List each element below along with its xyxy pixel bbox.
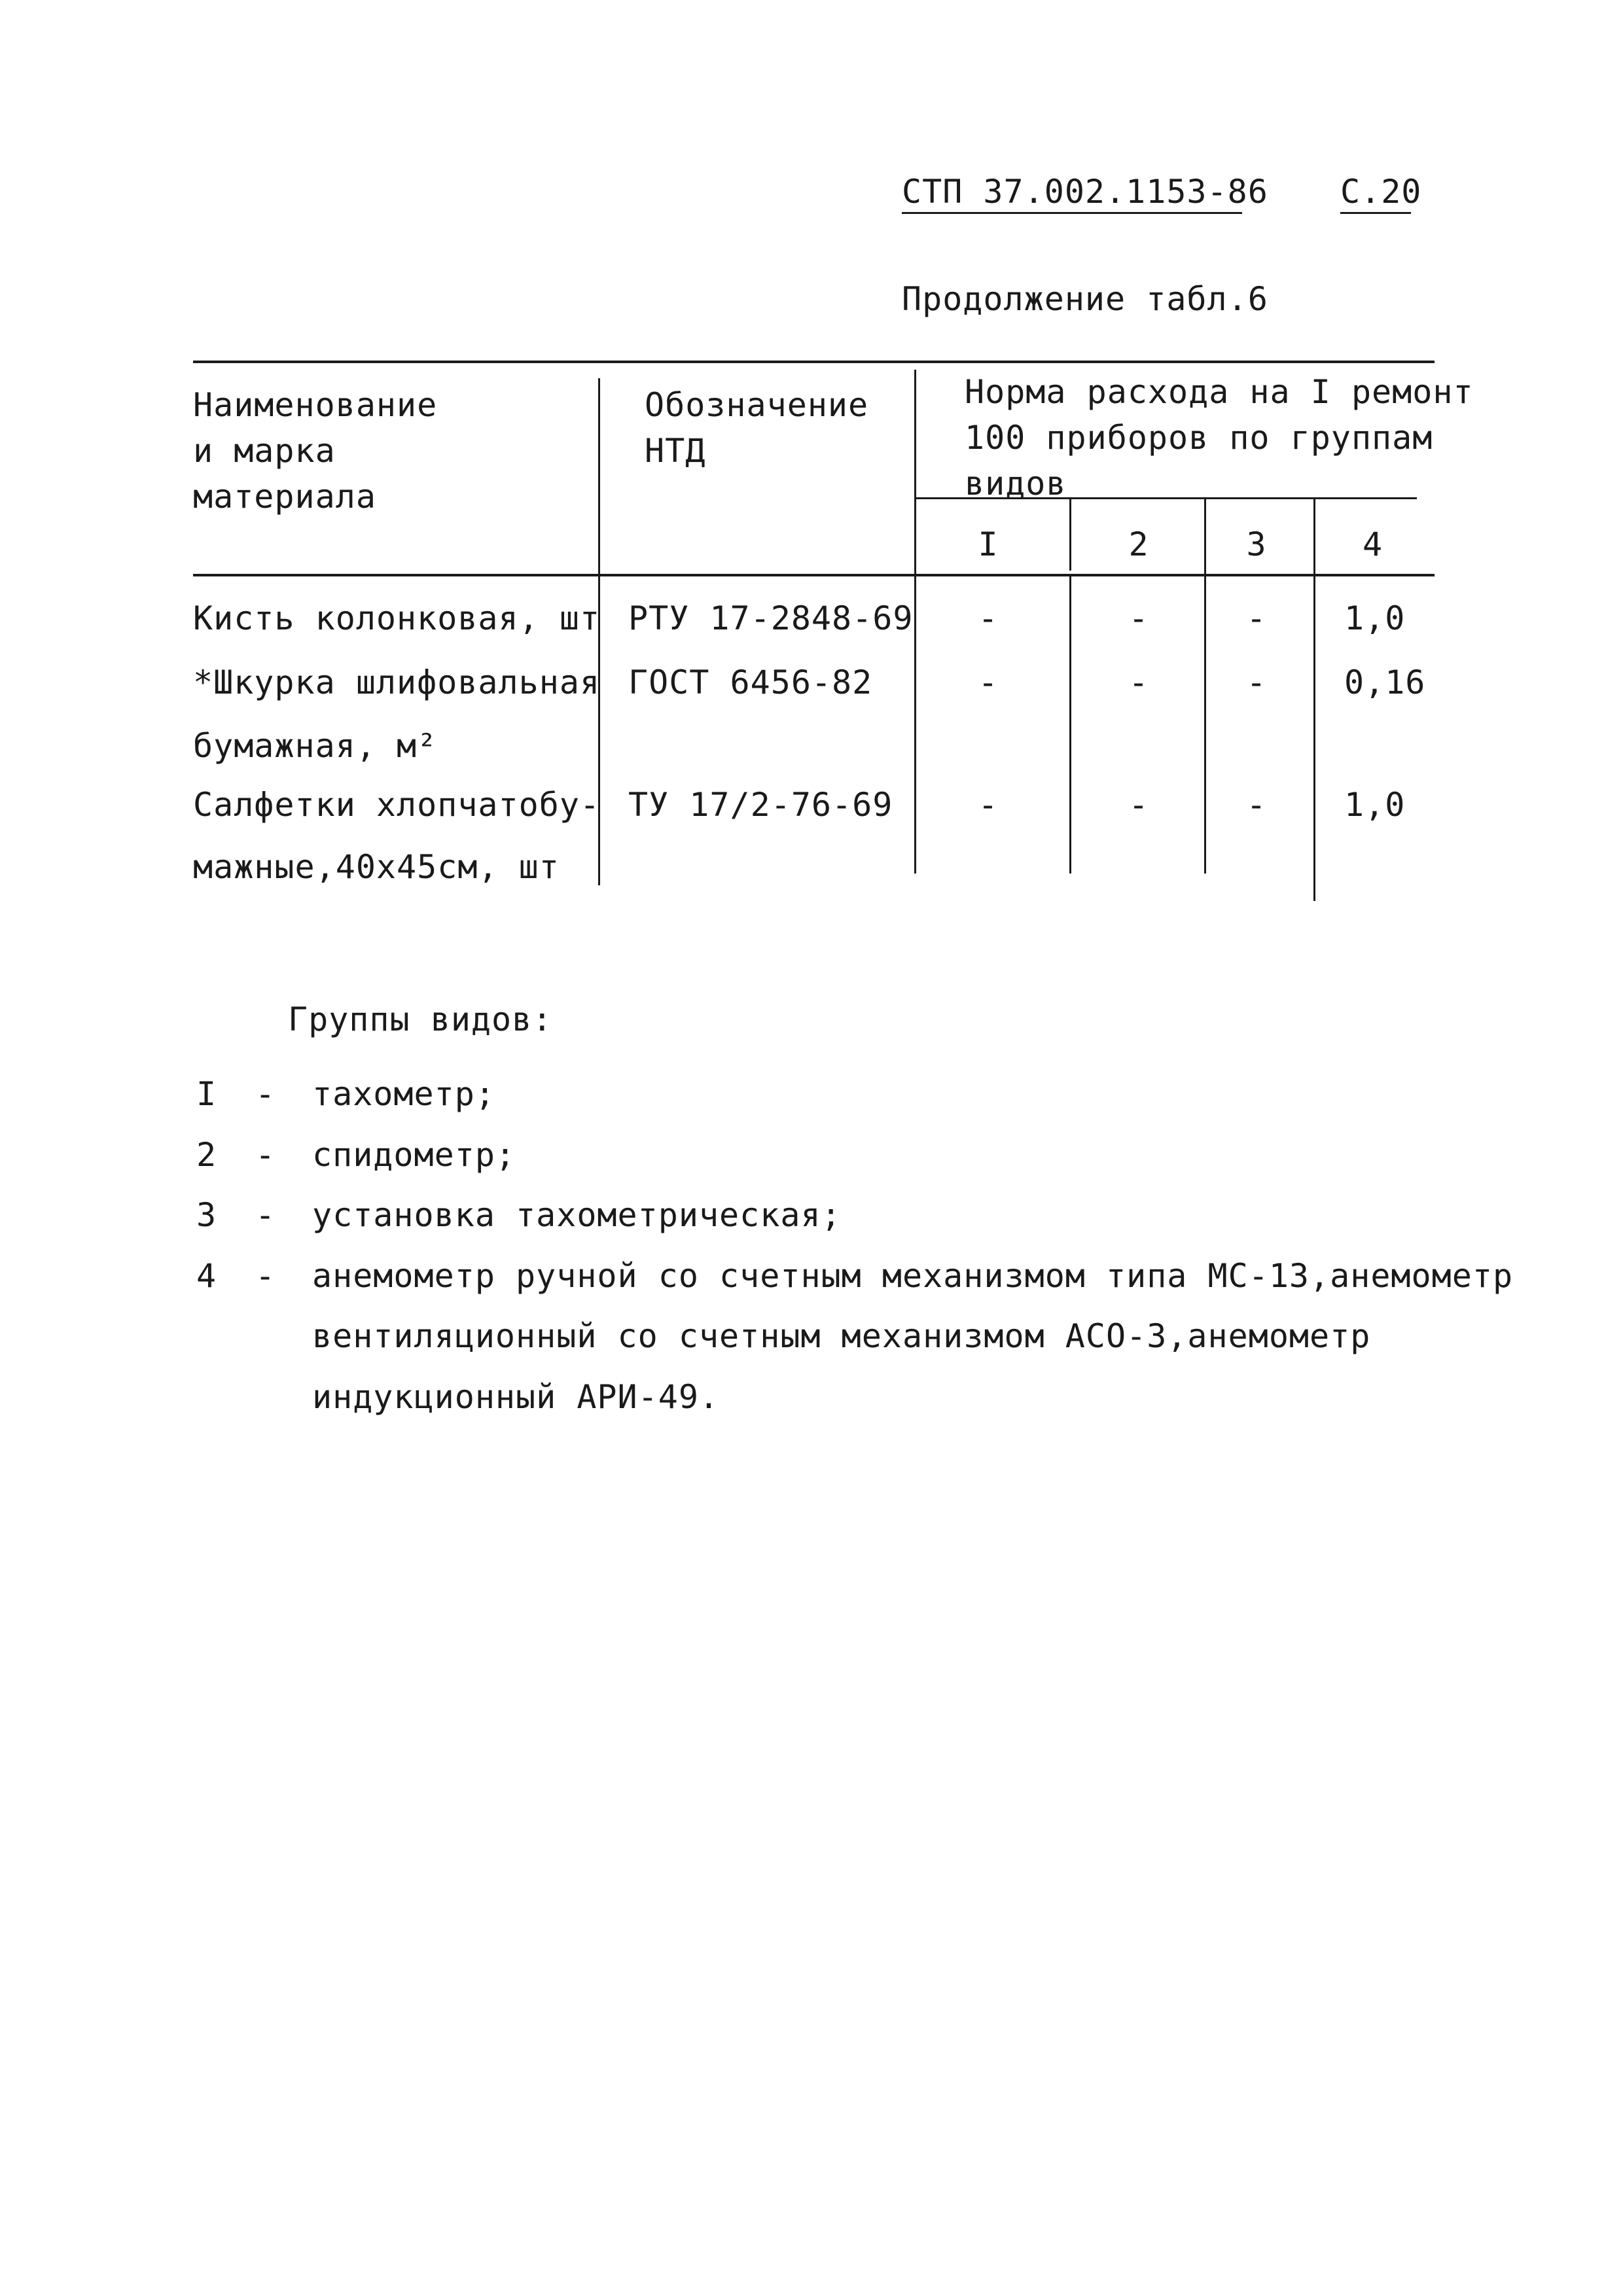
group-item-2-text: спидометр; <box>312 1136 516 1174</box>
table-row-2-name-line-1: *Шкурка шлифовальная <box>193 663 601 701</box>
table-row-3-name-line-1: Салфетки хлопчатобу- <box>193 786 601 824</box>
group-item-4-number: 4 <box>196 1257 217 1295</box>
page-number: С.20 <box>1340 173 1422 211</box>
table-caption: Продолжение табл.6 <box>902 280 1268 318</box>
column-divider-group-1 <box>1069 499 1071 571</box>
table-row-2-name-line-2: бумажная, м² <box>193 727 438 765</box>
table-row-2-group-2: - <box>1128 663 1149 701</box>
table-row-2-group-3: - <box>1246 663 1267 701</box>
table-row-1-group-1: - <box>978 599 999 637</box>
groups-title: Группы видов: <box>288 1000 553 1038</box>
header-norm-line-3: видов <box>965 465 1067 503</box>
group-item-4-text-line-3: индукционный АРИ-49. <box>312 1378 720 1416</box>
header-name-line-1: Наименование <box>193 386 438 424</box>
table-row-1-group-3: - <box>1246 599 1267 637</box>
group-item-4-text-line-2: вентиляционный со счетным механизмом АСО-3,анемометр <box>312 1317 1371 1355</box>
header-norm-line-1: Норма расхода на I ремонт <box>965 373 1474 411</box>
group-header-3: 3 <box>1246 525 1267 563</box>
group-item-3-number: 3 <box>196 1196 217 1234</box>
column-divider-group-1-body <box>1069 576 1071 874</box>
group-item-1-number: I <box>196 1075 217 1113</box>
header-name-line-3: материала <box>193 478 376 516</box>
table-row-3-group-1: - <box>978 786 999 824</box>
page-number-underline <box>1340 212 1411 214</box>
table-row-3-group-4: 1,0 <box>1344 786 1406 824</box>
document-code: СТП 37.002.1153-86 <box>902 173 1268 211</box>
table-row-1-group-2: - <box>1128 599 1149 637</box>
header-designation-line-2: НТД <box>645 432 706 470</box>
group-header-2: 2 <box>1128 525 1149 563</box>
header-name-line-2: и марка <box>193 432 336 470</box>
group-header-1: I <box>978 525 999 563</box>
table-row-3-name-line-2: мажные,40х45см, шт <box>193 848 560 886</box>
group-item-2-number: 2 <box>196 1136 217 1174</box>
table-row-1-designation: РТУ 17-2848-69 <box>628 599 914 637</box>
group-item-4-text-line-1: анемометр ручной со счетным механизмом типа МС-13,анемометр <box>312 1257 1514 1295</box>
group-item-3-dash: - <box>255 1196 276 1234</box>
document-code-underline <box>902 212 1242 214</box>
group-item-4-dash: - <box>255 1257 276 1295</box>
table-top-rule <box>193 361 1435 363</box>
column-divider-designation <box>914 370 916 874</box>
table-row-2-designation: ГОСТ 6456-82 <box>628 663 873 701</box>
header-bottom-rule <box>193 574 1435 576</box>
group-item-3-text: установка тахометрическая; <box>312 1196 842 1234</box>
table-row-3-designation: ТУ 17/2-76-69 <box>628 786 893 824</box>
table-row-1-name: Кисть колонковая, шт <box>193 599 601 637</box>
header-designation-line-1: Обозначение <box>645 386 869 424</box>
table-row-2-group-1: - <box>978 663 999 701</box>
table-row-3-group-3: - <box>1246 786 1267 824</box>
group-header-4: 4 <box>1362 525 1383 563</box>
table-row-1-group-4: 1,0 <box>1344 599 1406 637</box>
header-norm-line-2: 100 приборов по группам <box>965 419 1433 457</box>
table-row-3-group-2: - <box>1128 786 1149 824</box>
group-item-1-text: тахометр; <box>312 1075 495 1113</box>
group-item-2-dash: - <box>255 1136 276 1174</box>
table-row-2-group-4: 0,16 <box>1344 663 1426 701</box>
group-item-1-dash: - <box>255 1075 276 1113</box>
